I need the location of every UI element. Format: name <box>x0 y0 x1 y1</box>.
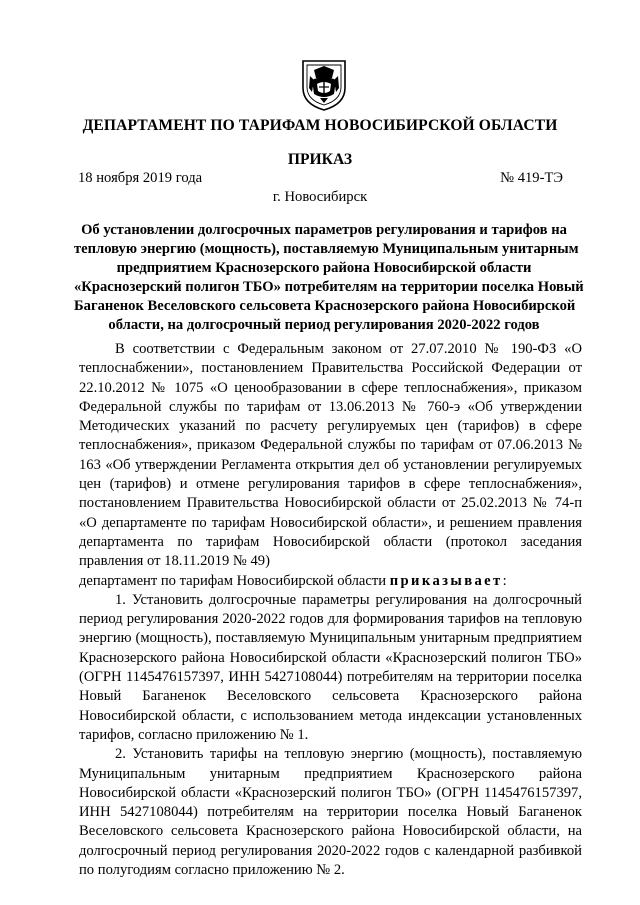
order-item-2: 2. Установить тарифы на тепловую энергию (мощность), поставляемую Муниципальным унитарным предприятием Краснозерского района Новосибирской области «Краснозерский полигон ТБО» (ОГРН 1145476157397, ИНН 5427108044) потребителям на территории поселка Новый Баганенок Веселовского сельсовета Краснозерского района Новосибирской области, на долгосрочный период регулирования 2020-2022 годов с календарной разбивкой по полугодиям согласно приложению № 2. <box>79 746 582 879</box>
order-item-1: 1. Установить долгосрочные параметры регулирования на долгосрочный период регулирования 2020-2022 годов для формирования тарифов на тепловую энергию (мощность), поставляемую Муниципальным унитарным предприятием Краснозерского района Новосибирской области «Краснозерский полигон ТБО» (ОГРН 1145476157397, ИНН 5427108044) потребителям на территории поселка Новый Баганенок Веселовского сельсовета Краснозерского района Новосибирской области, с использованием метода индексации установленных тарифов, согласно приложению № 1. <box>79 591 582 743</box>
decree-colon: : <box>502 572 507 589</box>
heading-line: области, на долгосрочный период регулирования 2020-2022 годов <box>108 317 540 333</box>
heading-line: тепловую энергию (мощность), поставляемую Муниципальным унитарным <box>74 241 579 257</box>
decree-lead: департамент по тарифам Новосибирской области <box>79 572 387 589</box>
decree-word: приказывает <box>389 572 503 589</box>
department-title: ДЕПАРТАМЕНТ ПО ТАРИФАМ НОВОСИБИРСКОЙ ОБЛАСТИ <box>82 117 558 134</box>
heading-line: предприятием Краснозерского района Новосибирской области <box>116 260 532 276</box>
order-title: ПРИКАЗ <box>287 151 353 168</box>
heading-line: Баганенок Веселовского сельсовета Краснозерского района Новосибирской <box>74 298 576 314</box>
order-date: 18 ноября 2019 года <box>78 170 203 186</box>
order-number: № 419-ТЭ <box>500 170 563 186</box>
order-heading <box>74 221 584 335</box>
heading-line: «Краснозерский полигон ТБО» потребителям на территории поселка Новый <box>74 279 584 295</box>
decree-line <box>79 572 582 591</box>
order-city: г. Новосибирск <box>272 189 368 205</box>
coat-of-arms-emblem <box>300 58 348 112</box>
order-body <box>79 340 582 880</box>
preamble-paragraph: В соответствии с Федеральным законом от 27.07.2010 № 190-ФЗ «О теплоснабжении», постановлением Правительства Российской Федерации от 22.10.2012 № 1075 «О ценообразовании в сфере теплоснабжения», приказом Федеральной службы по тарифам от 13.06.2013 № 760-э «Об утверждении Методических указаний по расчету регулируемых цен (тарифов) в сфере теплоснабжения», приказом Федеральной службы по тарифам от 07.06.2013 № 163 «Об утверждении Регламента открытия дел об установлении регулируемых цен (тарифов) и отмене регулирования тарифов в сфере теплоснабжения», постановлением Правительства Новосибирской области от 25.02.2013 № 74-п «О департаменте по тарифам Новосибирской области», и решением правления департамента по тарифам Новосибирской области (протокол заседания правления от 18.11.2019 № 49) <box>79 341 582 570</box>
heading-line: Об установлении долгосрочных параметров регулирования и тарифов на <box>81 222 567 238</box>
